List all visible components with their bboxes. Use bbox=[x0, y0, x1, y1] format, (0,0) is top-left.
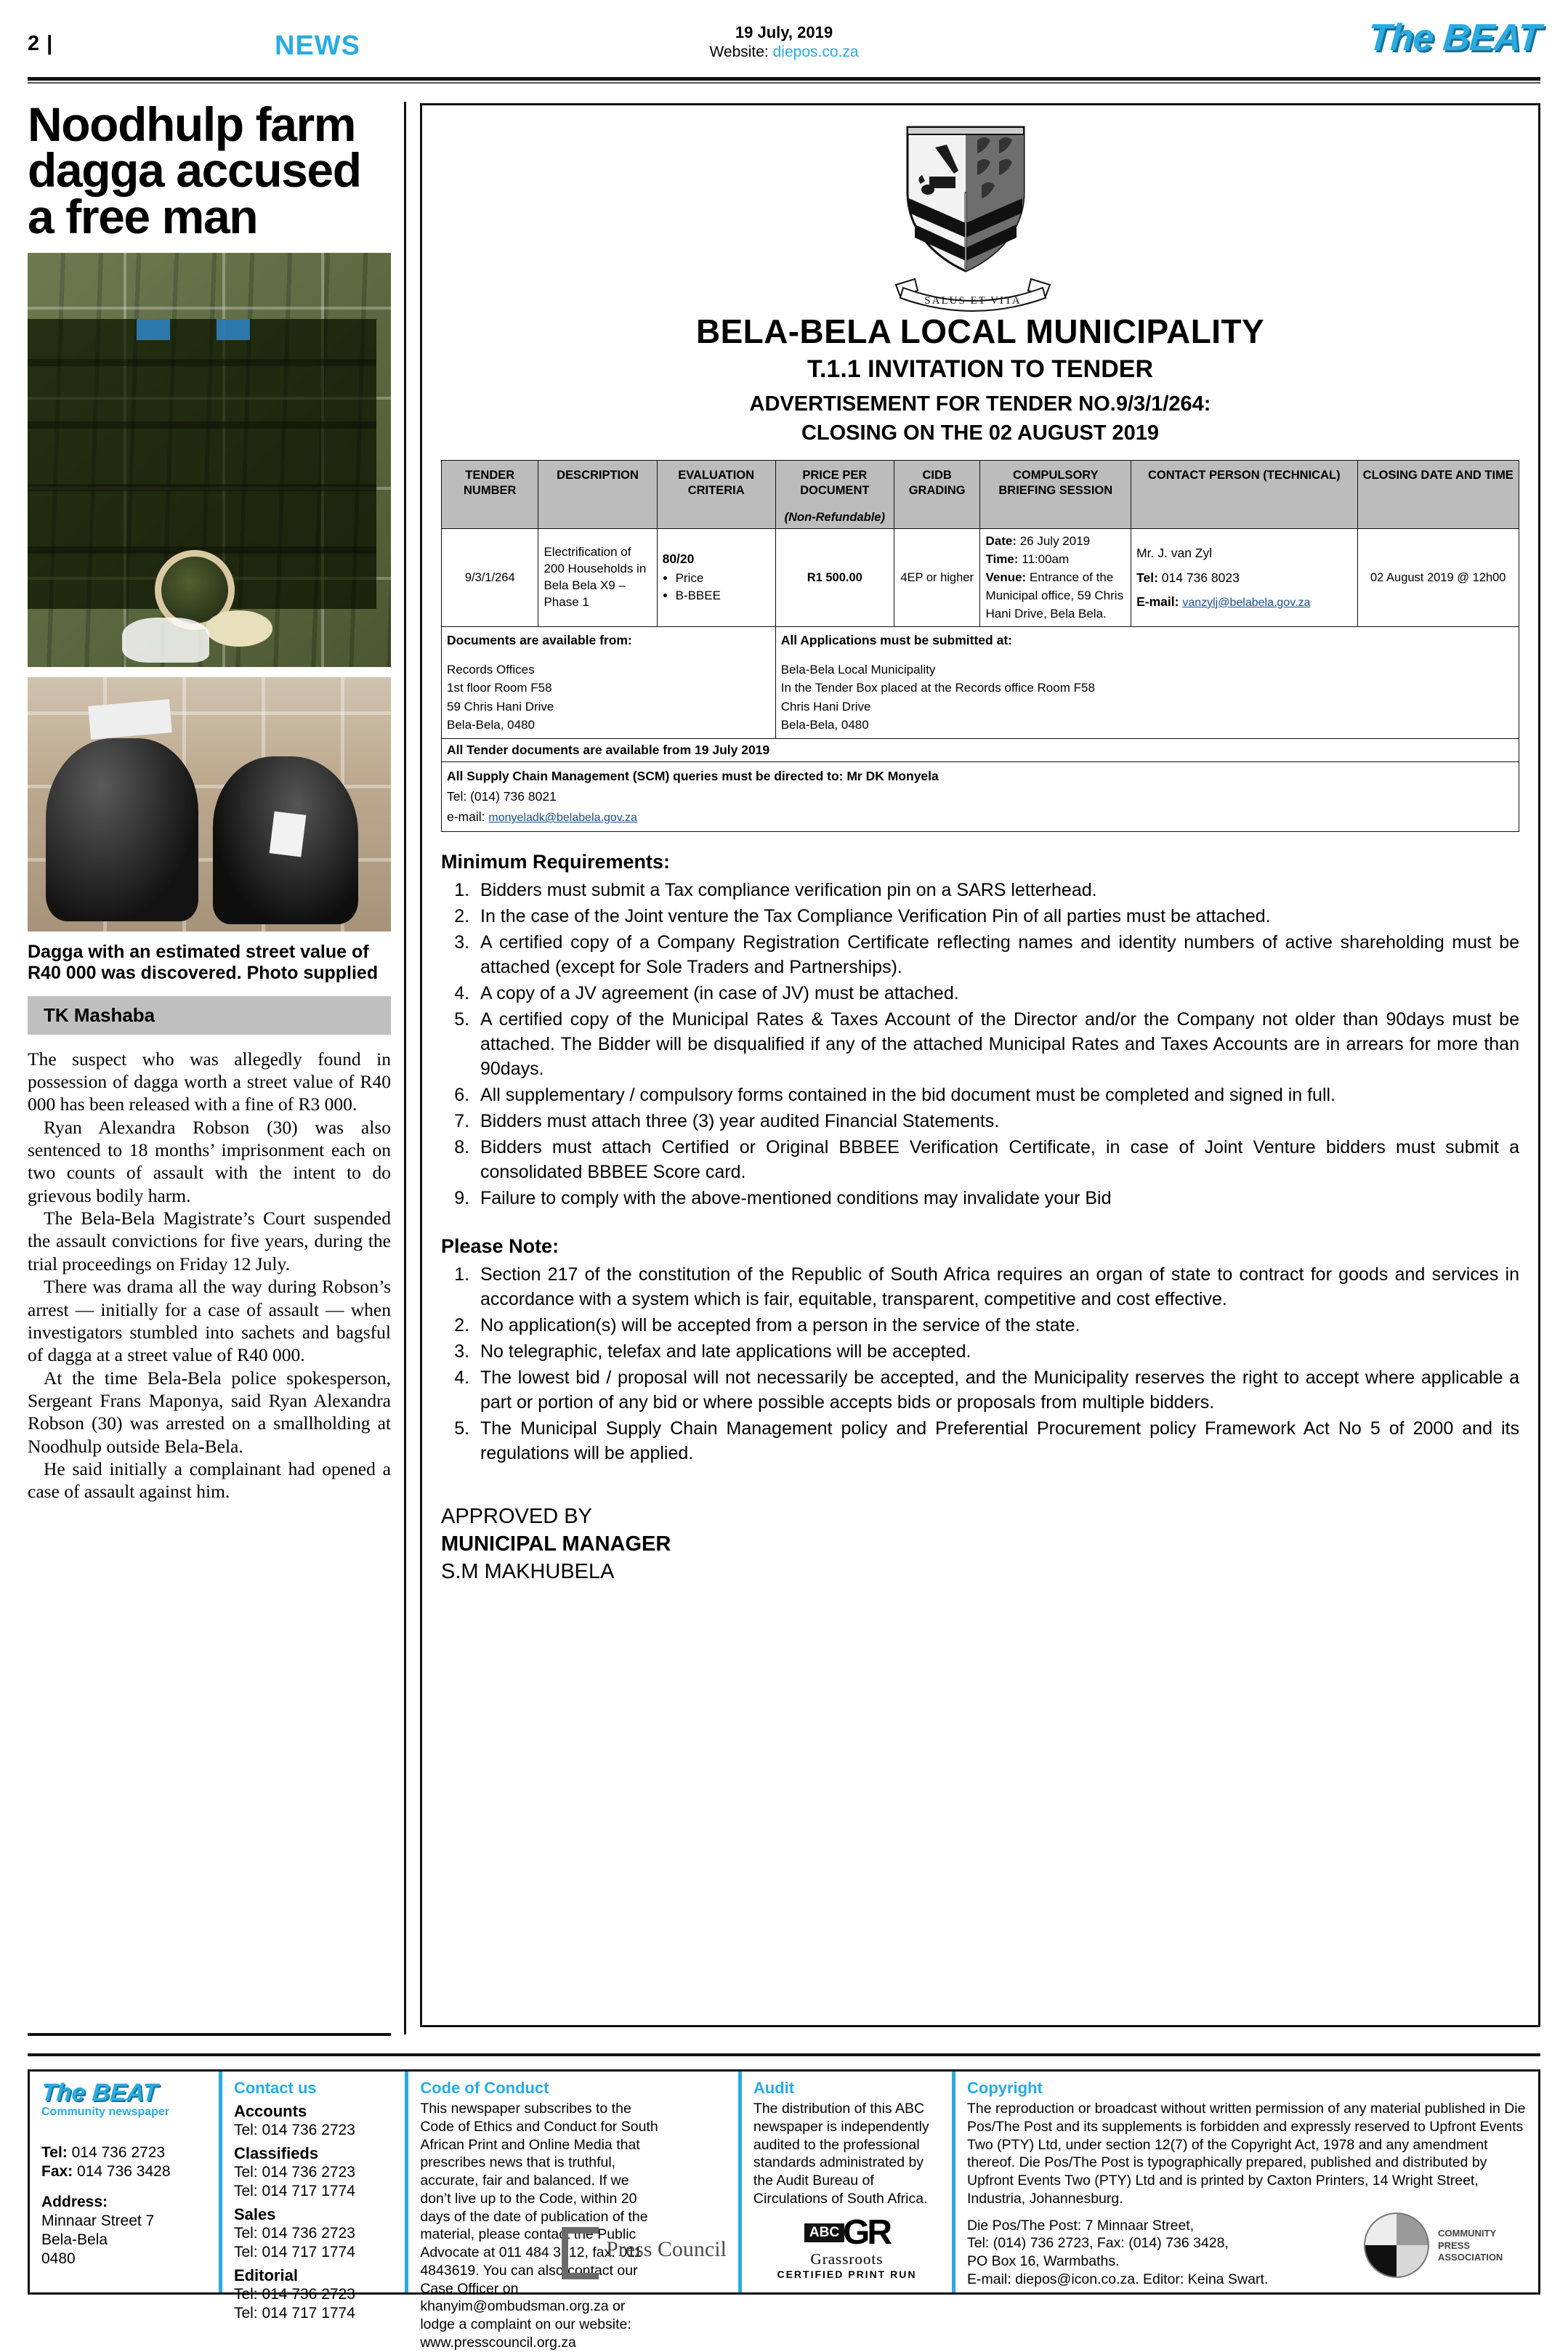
col-evaluation-criteria: EVALUATION CRITERIA bbox=[657, 461, 775, 529]
criteria-item: • B-BBEE bbox=[676, 587, 770, 605]
page-number: 2 | bbox=[28, 32, 54, 55]
note-item: 5. The Municipal Supply Chain Management policy and Preferential Procurement policy Framework Act No 5 of 2000 and its regulations will be applied. bbox=[474, 1416, 1519, 1466]
abc-label: ABC bbox=[804, 2223, 844, 2242]
requirement-item: 9. Failure to comply with the above-mentioned conditions may invalidate your Bid bbox=[474, 1186, 1519, 1211]
footer-contact-group-name: Classifieds bbox=[233, 2144, 319, 2163]
footer-contact-line: Tel: 014 717 1774 bbox=[233, 2305, 355, 2322]
price-non-refundable-note: (Non-Refundable) bbox=[784, 510, 885, 524]
col-description: DESCRIPTION bbox=[538, 461, 657, 529]
requirement-item: 6. All supplementary / compulsory forms contained in the bid document must be completed and signed in full. bbox=[474, 1083, 1519, 1107]
requirement-item: 1. Bidders must submit a Tax compliance verification pin on a SARS letterhead. bbox=[474, 878, 1519, 902]
black-bags-photo bbox=[28, 677, 391, 931]
article-paragraph: The suspect who was allegedly found in possession of dagga worth a street value of R40 000 has been released with a fine of R3 000. bbox=[28, 1048, 391, 1115]
footer-conduct-column bbox=[405, 2072, 738, 2351]
footer-copyright-heading: Copyright bbox=[967, 2079, 1043, 2097]
footer-contact-group-name: Editorial bbox=[233, 2266, 298, 2285]
footer-copyright-text: The reproduction or broadcast without written permission of any material published in Die Pos/The Post and its supplements is forbidden and expressly reserved to Upfront Events Two (PTY) Ltd, under section 12(7) of the Copyright Act, 1978 and any amendment thereof. Die Pos/The Post is typographically prepared, published and distributed by Upfront Events Two (PTY) Ltd and is printed by Caxton Printers, 14 Wright Street, Industria, Johannesburg. bbox=[967, 2101, 1526, 2207]
please-note-section bbox=[441, 1235, 1519, 1466]
issue-date: 19 July, 2019 bbox=[735, 23, 833, 41]
footer-brand-fax bbox=[41, 2162, 207, 2181]
photo-caption: Dagga with an estimated street value of R40 000 was discovered. Photo supplied bbox=[28, 942, 379, 984]
footer-imprint-line: E-mail: diepos@icon.co.za. Editor: Keina Swart. bbox=[967, 2271, 1269, 2287]
cpa-label: COMMUNITY PRESS ASSOCIATION bbox=[1438, 2228, 1503, 2263]
submit-at-heading: All Applications must be submitted at: bbox=[780, 633, 1012, 648]
briefing-date-label: Date: bbox=[985, 534, 1017, 549]
table-header-row bbox=[442, 461, 1519, 529]
footer-address-line: Bela-Bela bbox=[41, 2231, 108, 2249]
scm-email-label: e-mail: bbox=[447, 809, 485, 825]
footer-brand-column bbox=[30, 2072, 219, 2292]
cell-description: Electrification of 200 Households in Bela Bela X9 – Phase 1 bbox=[538, 529, 657, 627]
briefing-time-label: Time: bbox=[985, 552, 1019, 567]
footer-contact-line: Tel: 014 736 2723 bbox=[233, 2286, 355, 2303]
advert-title: T.1.1 INVITATION TO TENDER bbox=[807, 355, 1154, 383]
footer-contact-group-name: Sales bbox=[233, 2205, 276, 2224]
contact-email-label: E-mail: bbox=[1136, 594, 1179, 609]
advert-subtitle-2: CLOSING ON THE 02 AUGUST 2019 bbox=[801, 421, 1160, 445]
section-label: NEWS bbox=[275, 31, 360, 61]
contact-name: Mr. J. van Zyl bbox=[1136, 546, 1213, 561]
minimum-requirements-section bbox=[441, 851, 1519, 1211]
footer-contact-heading: Contact us bbox=[233, 2079, 317, 2097]
contact-tel-label: Tel: bbox=[1136, 570, 1158, 585]
requirement-item: 5. A certified copy of the Municipal Rates & Taxes Account of the Director and/or the Company not older than 90days must be attached. The Bidder will be disqualified if any of the attached Municipal Rates and Taxes Accounts are in arrears for more than 90days. bbox=[474, 1007, 1519, 1081]
documents-from-line: 59 Chris Hani Drive bbox=[447, 699, 554, 714]
tender-table bbox=[441, 460, 1519, 832]
footer-address-line: 0480 bbox=[41, 2250, 76, 2268]
cpa-emblem-icon bbox=[1364, 2212, 1429, 2278]
article-headline: Noodhulp farm dagga accused a free man bbox=[28, 97, 361, 243]
footer-copyright-column bbox=[952, 2072, 1538, 2292]
footer-tel-value: 014 736 2723 bbox=[71, 2144, 166, 2161]
briefing-venue-value: Entrance of the Municipal office, 59 Chris Hani Drive, Bela Bela. bbox=[985, 570, 1124, 621]
footer-fax-value: 014 736 3428 bbox=[77, 2163, 171, 2181]
footer-tel-label: Tel: bbox=[41, 2144, 68, 2161]
press-council-label: Press Council bbox=[606, 2237, 727, 2262]
footer-audit-column bbox=[738, 2072, 952, 2292]
footer-contact-column bbox=[219, 2072, 405, 2322]
gr-monogram-icon: GR bbox=[843, 2212, 890, 2252]
certified-print-run-label: CERTIFIED PRINT RUN bbox=[777, 2268, 917, 2280]
submit-at-line: Chris Hani Drive bbox=[780, 699, 871, 714]
requirement-item: 2. In the case of the Joint venture the Tax Compliance Verification Pin of all parties must be attached. bbox=[474, 904, 1519, 929]
briefing-time-value: 11:00am bbox=[1022, 552, 1070, 567]
note-item: 3. No telegraphic, telefax and late applications will be accepted. bbox=[474, 1339, 1519, 1364]
scm-heading: All Supply Chain Management (SCM) queries must be directed to: Mr DK Monyela bbox=[447, 768, 939, 783]
approver-name: S.M MAKHUBELA bbox=[441, 1559, 615, 1583]
footer-audit-text: The distribution of this ABC newspaper is independently audited to the professional standards administrated by the Audit Bureau of Circulations of South Africa. bbox=[753, 2101, 929, 2207]
footer-address-line: Minnaar Street 7 bbox=[41, 2212, 155, 2230]
footer-conduct-text: This newspaper subscribes to the Code of Ethics and Conduct for South African Print and Online Media that prescribes news that is truthful, accurate, fair and balanced. If we don’t live up to the Code, within 20 days of the date of publication of the material, please contact the Public Advocate at 011 484 3612, fax: 011 4843619. You can also contact our Case Officer on khanyim@ombudsman.org.za or lodge a complaint on our website: www.presscouncil.org.za bbox=[420, 2101, 658, 2351]
requirement-item: 7. Bidders must attach three (3) year audited Financial Statements. bbox=[474, 1109, 1519, 1133]
footer-contact-line: Tel: 014 717 1774 bbox=[233, 2244, 355, 2261]
cell-closing-date: 02 August 2019 @ 12h00 bbox=[1357, 529, 1519, 627]
footer-audit-heading: Audit bbox=[753, 2079, 795, 2097]
cell-evaluation-criteria bbox=[657, 529, 775, 627]
beat-logo: The BEAT bbox=[1367, 17, 1543, 59]
minimum-requirements-heading: Minimum Requirements: bbox=[441, 851, 671, 873]
tender-advertisement bbox=[420, 103, 1540, 2027]
abc-grassroots-logo bbox=[753, 2212, 940, 2280]
article-paragraph: There was drama all the way during Robson’s arrest — initially for a case of assault — when investigators stumbled into sachets and bagsful of dagga at a street value of R40 000. bbox=[28, 1276, 391, 1366]
footer-rule bbox=[28, 2053, 1540, 2056]
masthead-rule bbox=[28, 77, 1540, 81]
article-paragraph: He said initially a complainant had opened a case of assault against him. bbox=[28, 1458, 391, 1503]
footer-brand-tel bbox=[41, 2143, 207, 2162]
website-url[interactable]: diepos.co.za bbox=[772, 44, 859, 60]
footer-address-label: Address: bbox=[41, 2194, 108, 2211]
cell-documents-availability: All Tender documents are available from 19 July 2019 bbox=[442, 738, 1519, 761]
footer-contact-line: Tel: 014 736 2723 bbox=[233, 2225, 355, 2242]
contact-email[interactable]: vanzylj@belabela.gov.za bbox=[1182, 596, 1311, 609]
criteria-heading: 80/20 bbox=[662, 551, 695, 566]
article-paragraph: The Bela-Bela Magistrate’s Court suspended the assault convictions for five years, during the trial proceedings on Friday 12 July. bbox=[28, 1208, 391, 1274]
masthead-rule-thin bbox=[28, 82, 1540, 84]
masthead bbox=[28, 15, 1543, 71]
col-contact-person: CONTACT PERSON (TECHNICAL) bbox=[1131, 461, 1357, 529]
documents-from-line: Records Offices bbox=[447, 662, 535, 676]
footer-contact-line: Tel: 014 736 2723 bbox=[233, 2164, 355, 2181]
col-closing-date: CLOSING DATE AND TIME bbox=[1357, 461, 1519, 529]
approved-by-label: APPROVED BY bbox=[441, 1505, 592, 1529]
table-row bbox=[442, 529, 1519, 627]
note-item: 1. Section 217 of the constitution of the Republic of South Africa requires an organ of state to contract for goods and services in accordance with a system which is fair, equitable, transparent, competitive and cost effective. bbox=[474, 1262, 1519, 1312]
criteria-item: • Price bbox=[676, 570, 770, 587]
scm-tel: Tel: (014) 736 8021 bbox=[447, 788, 557, 804]
cell-submit-at bbox=[775, 627, 1519, 738]
footer-imprint-line: Tel: (014) 736 2723, Fax: (014) 736 3428, bbox=[967, 2235, 1229, 2252]
table-row-scm bbox=[442, 761, 1519, 832]
footer-conduct-heading: Code of Conduct bbox=[420, 2079, 549, 2097]
cell-tender-number: 9/3/1/264 bbox=[442, 529, 538, 627]
contact-tel: 014 736 8023 bbox=[1161, 570, 1240, 585]
footer-contact-line: Tel: 014 717 1774 bbox=[233, 2183, 355, 2200]
article-body bbox=[28, 1048, 391, 1503]
municipality-name: BELA-BELA LOCAL MUNICIPALITY bbox=[695, 312, 1265, 350]
footer-beat-logo: The BEAT bbox=[40, 2079, 159, 2106]
col-briefing-session: COMPULSORY BRIEFING SESSION bbox=[980, 461, 1131, 529]
submit-at-line: In the Tender Box placed at the Records office Room F58 bbox=[780, 681, 1095, 695]
footer-contact-group-name: Accounts bbox=[233, 2102, 307, 2120]
dagga-bags-photo bbox=[28, 253, 391, 667]
article-end-rule bbox=[28, 2033, 391, 2036]
footer-imprint-line: Die Pos/The Post: 7 Minnaar Street, bbox=[967, 2217, 1195, 2234]
col-tender-number: TENDER NUMBER bbox=[442, 461, 538, 529]
cell-cidb-grading: 4EP or higher bbox=[894, 529, 980, 627]
page-footer bbox=[28, 2069, 1540, 2351]
submit-at-line: Bela-Bela, 0480 bbox=[780, 718, 869, 732]
requirement-item: 8. Bidders must attach Certified or Original BBBEE Verification Certificate, in case of Joint Venture bidders must submit a consolidated BBBEE Score card. bbox=[474, 1135, 1519, 1184]
scm-email[interactable]: monyeladk@belabela.gov.za bbox=[488, 812, 637, 825]
article-byline: TK Mashaba bbox=[28, 996, 391, 1035]
article-paragraph: At the time Bela-Bela police spokesperson, Sergeant Frans Maponya, said Ryan Alexandra Robson (30) was arrested on a smallholding at Noodhulp outside Bela-Bela. bbox=[28, 1367, 391, 1457]
please-note-heading: Please Note: bbox=[441, 1235, 559, 1258]
cell-contact-person bbox=[1131, 529, 1357, 627]
footer-beat-tagline: Community newspaper bbox=[41, 2106, 170, 2118]
briefing-date-value: 26 July 2019 bbox=[1019, 534, 1091, 549]
article-paragraph: Ryan Alexandra Robson (30) was also sentenced to 18 months’ imprisonment each on two counts of assault with the intent to do grievous bodily harm. bbox=[28, 1116, 391, 1206]
cell-price: R1 500.00 bbox=[775, 529, 894, 627]
documents-from-heading: Documents are available from: bbox=[447, 633, 632, 648]
cell-documents-available-from bbox=[442, 627, 776, 738]
grassroots-label: Grassroots bbox=[810, 2250, 884, 2268]
documents-from-line: Bela-Bela, 0480 bbox=[447, 718, 535, 732]
column-divider bbox=[404, 102, 406, 2034]
note-item: 2. No application(s) will be accepted from a person in the service of the state. bbox=[474, 1313, 1519, 1338]
approver-title: MUNICIPAL MANAGER bbox=[441, 1532, 671, 1556]
footer-contact-line: Tel: 014 736 2723 bbox=[233, 2122, 355, 2138]
requirement-item: 4. A copy of a JV agreement (in case of JV) must be attached. bbox=[474, 981, 1519, 1006]
footer-fax-label: Fax: bbox=[41, 2163, 73, 2181]
briefing-venue-label: Venue: bbox=[985, 570, 1027, 584]
minimum-requirements-list bbox=[441, 878, 1519, 1211]
press-council-logo bbox=[562, 2227, 727, 2279]
submit-at-line: Bela-Bela Local Municipality bbox=[780, 662, 936, 676]
requirement-item: 3. A certified copy of a Company Registration Certificate reflecting names and identity numbers of active shareholding must be attached (except for Sole Traders and Partnerships). bbox=[474, 930, 1519, 979]
cell-briefing-session bbox=[980, 529, 1131, 627]
article-column bbox=[28, 97, 391, 1503]
footer-imprint-line: PO Box 16, Warmbaths. bbox=[967, 2253, 1120, 2269]
col-price-per-document: PRICE PER DOCUMENT (Non-Refundable) bbox=[775, 461, 894, 529]
cpa-logo-wrap bbox=[1364, 2212, 1429, 2278]
website-label: Website: bbox=[709, 44, 769, 60]
crest-motto: SALUS ET VITA bbox=[924, 295, 1022, 307]
approval-block bbox=[441, 1503, 1519, 1585]
press-council-mark-icon bbox=[562, 2227, 599, 2279]
table-row-addresses bbox=[442, 627, 1519, 738]
table-row-availability bbox=[442, 738, 1519, 761]
documents-from-line: 1st floor Room F58 bbox=[447, 681, 552, 695]
note-item: 4. The lowest bid / proposal will not necessarily be accepted, and the Municipality reserves the right to accept where applicable a part or portion of any bid or where possible accepts bids or proposals from multiple bidders. bbox=[474, 1365, 1519, 1415]
col-cidb-grading: CIDB GRADING bbox=[894, 461, 980, 529]
please-note-list bbox=[441, 1262, 1519, 1466]
municipal-coat-of-arms-icon bbox=[893, 123, 1067, 307]
cell-scm-queries bbox=[442, 761, 1519, 832]
advert-subtitle-1: ADVERTISEMENT FOR TENDER NO.9/3/1/264: bbox=[749, 392, 1211, 416]
website-line bbox=[28, 44, 1540, 61]
